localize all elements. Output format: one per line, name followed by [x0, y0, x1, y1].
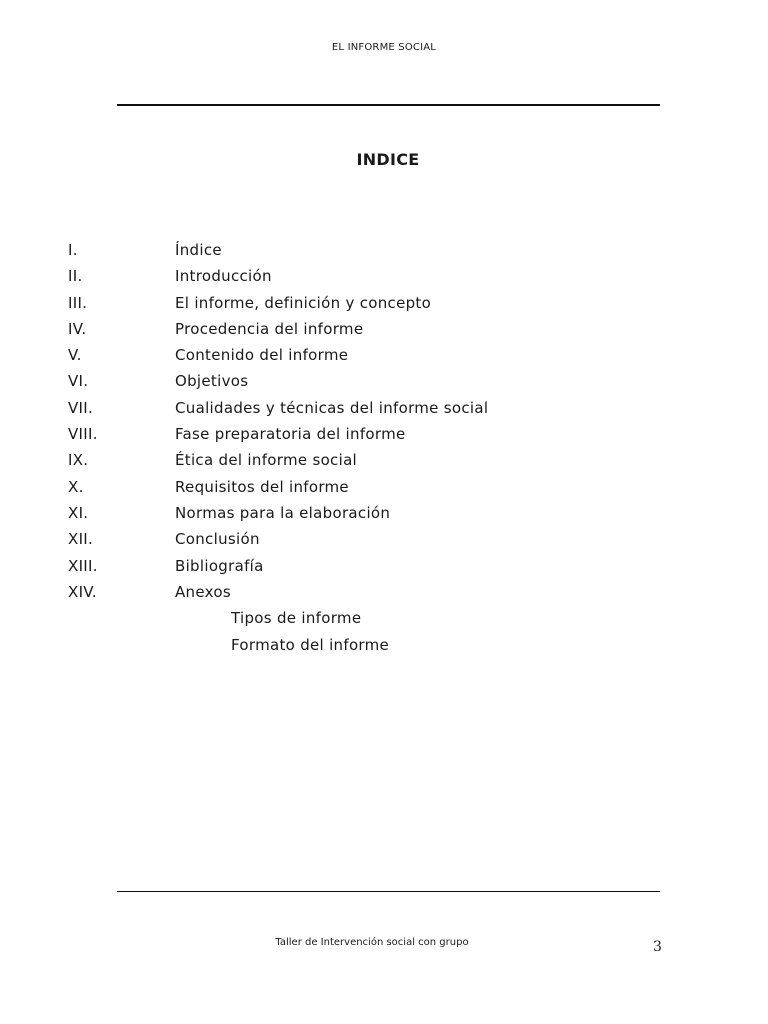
footer-text: Taller de Intervención social con grupo: [275, 937, 469, 948]
toc-item-label: Fase preparatoria del informe: [175, 425, 406, 444]
toc-item-label: Bibliografía: [175, 556, 264, 575]
toc-item-label: Anexos: [175, 582, 231, 601]
toc-item: [0, 345, 768, 371]
toc-item-number: IX.: [68, 451, 89, 470]
toc-item-number: XIV.: [68, 582, 97, 601]
toc-item: [0, 450, 768, 476]
toc-item-number: XI.: [68, 503, 89, 522]
toc-item-label: Normas para la elaboración: [175, 503, 391, 522]
toc-item-label: El informe, definición y concepto: [175, 293, 432, 312]
toc-item-number: VI.: [68, 372, 89, 391]
toc-item: [0, 398, 768, 424]
toc-item-number: V.: [68, 346, 82, 365]
toc-subitem: [0, 635, 768, 662]
toc-subitem: [0, 608, 768, 635]
toc-item: [0, 266, 768, 292]
toc-item-label: Introducción: [175, 267, 272, 286]
toc-subitem-label: Tipos de informe: [231, 609, 362, 628]
toc-item-number: II.: [68, 267, 83, 286]
toc-item-label: Objetivos: [175, 372, 249, 391]
toc-item: [0, 240, 768, 266]
toc-item-label: Requisitos del informe: [175, 477, 349, 496]
toc-item-number: VII.: [68, 398, 94, 417]
toc-item-number: XIII.: [68, 556, 98, 575]
toc-item: [0, 582, 768, 608]
toc-item-label: Cualidades y técnicas del informe social: [175, 398, 489, 417]
toc-item: [0, 503, 768, 529]
page-title: INDICE: [356, 150, 420, 169]
toc-item: [0, 371, 768, 397]
toc-subitem-label: Formato del informe: [231, 635, 390, 654]
toc-item-number: XII.: [68, 530, 94, 549]
toc-item-number: I.: [68, 241, 78, 259]
toc-item-number: VIII.: [68, 425, 98, 444]
toc-item-label: Contenido del informe: [175, 346, 349, 365]
toc-item: [0, 293, 768, 319]
footer-rule: [117, 891, 660, 892]
toc-item-number: III.: [68, 293, 88, 312]
toc-item-label: Procedencia del informe: [175, 319, 364, 338]
running-header: EL INFORME SOCIAL: [331, 42, 437, 53]
header-rule: [117, 104, 660, 106]
toc-item: [0, 556, 768, 582]
toc-item: [0, 424, 768, 450]
toc-item: [0, 477, 768, 503]
page-number: 3: [653, 939, 662, 955]
table-of-contents: [0, 240, 768, 661]
toc-item-number: IV.: [68, 319, 87, 338]
toc-item-label: Índice: [175, 241, 222, 259]
toc-item-label: Conclusión: [175, 530, 260, 549]
toc-item-label: Ética del informe social: [175, 451, 358, 470]
toc-item: [0, 529, 768, 555]
toc-item: [0, 319, 768, 345]
toc-item-number: X.: [68, 477, 84, 496]
